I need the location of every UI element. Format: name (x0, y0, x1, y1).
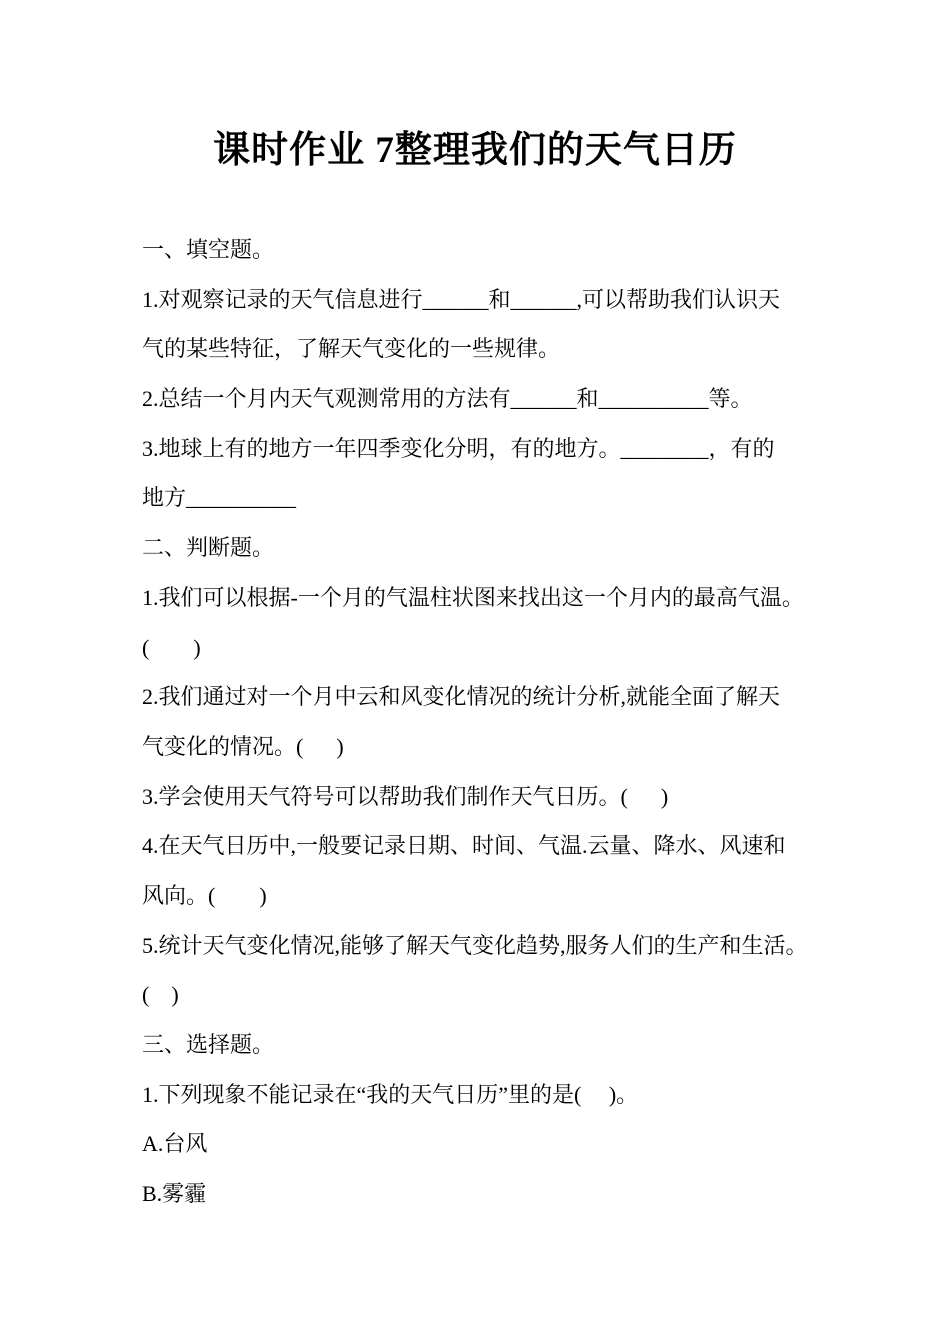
question-line: 1.下列现象不能记录在“我的天气日历”里的是( )。 (142, 1081, 639, 1107)
question-line: 1.对观察记录的天气信息进行______和______,可以帮助我们认识天 (142, 286, 781, 312)
question-line: 气的某些特征，了解天气变化的一些规律。 (142, 336, 561, 362)
question-line: 1.我们可以根据-一个月的气温柱状图来找出这一个月内的最高气温。 (142, 584, 804, 610)
document-body (142, 225, 842, 1219)
question-line: 风向。( ) (142, 882, 267, 908)
question-line: ( ) (142, 634, 201, 660)
question-line: 2.总结一个月内天气观测常用的方法有______和__________等。 (142, 386, 753, 412)
question-line: 气变化的情况。( ) (142, 733, 344, 759)
document-title: 课时作业 7整理我们的天气日历 (213, 130, 737, 171)
question-line: B.雾霾 (142, 1181, 207, 1207)
section-heading: 一、填空题。 (142, 237, 275, 262)
question-line: ( ) (142, 982, 179, 1008)
question-line: 地方__________ (142, 485, 297, 511)
question-line: 5.统计天气变化情况,能够了解天气变化趋势,服务人们的生产和生活。 (142, 932, 808, 958)
question-line: 3.学会使用天气符号可以帮助我们制作天气日历。( ) (142, 783, 669, 809)
question-line: A.台风 (142, 1131, 208, 1157)
section-heading: 三、选择题。 (142, 1032, 275, 1057)
question-line: 3.地球上有的地方一年四季变化分明，有的地方。________，有的 (142, 435, 775, 461)
question-line: 4.在天气日历中,一般要记录日期、时间、气温.云量、降水、风速和 (142, 833, 786, 859)
section-heading: 二、判断题。 (142, 535, 275, 561)
question-line: 2.我们通过对一个月中云和风变化情况的统计分析,就能全面了解天 (142, 684, 781, 710)
